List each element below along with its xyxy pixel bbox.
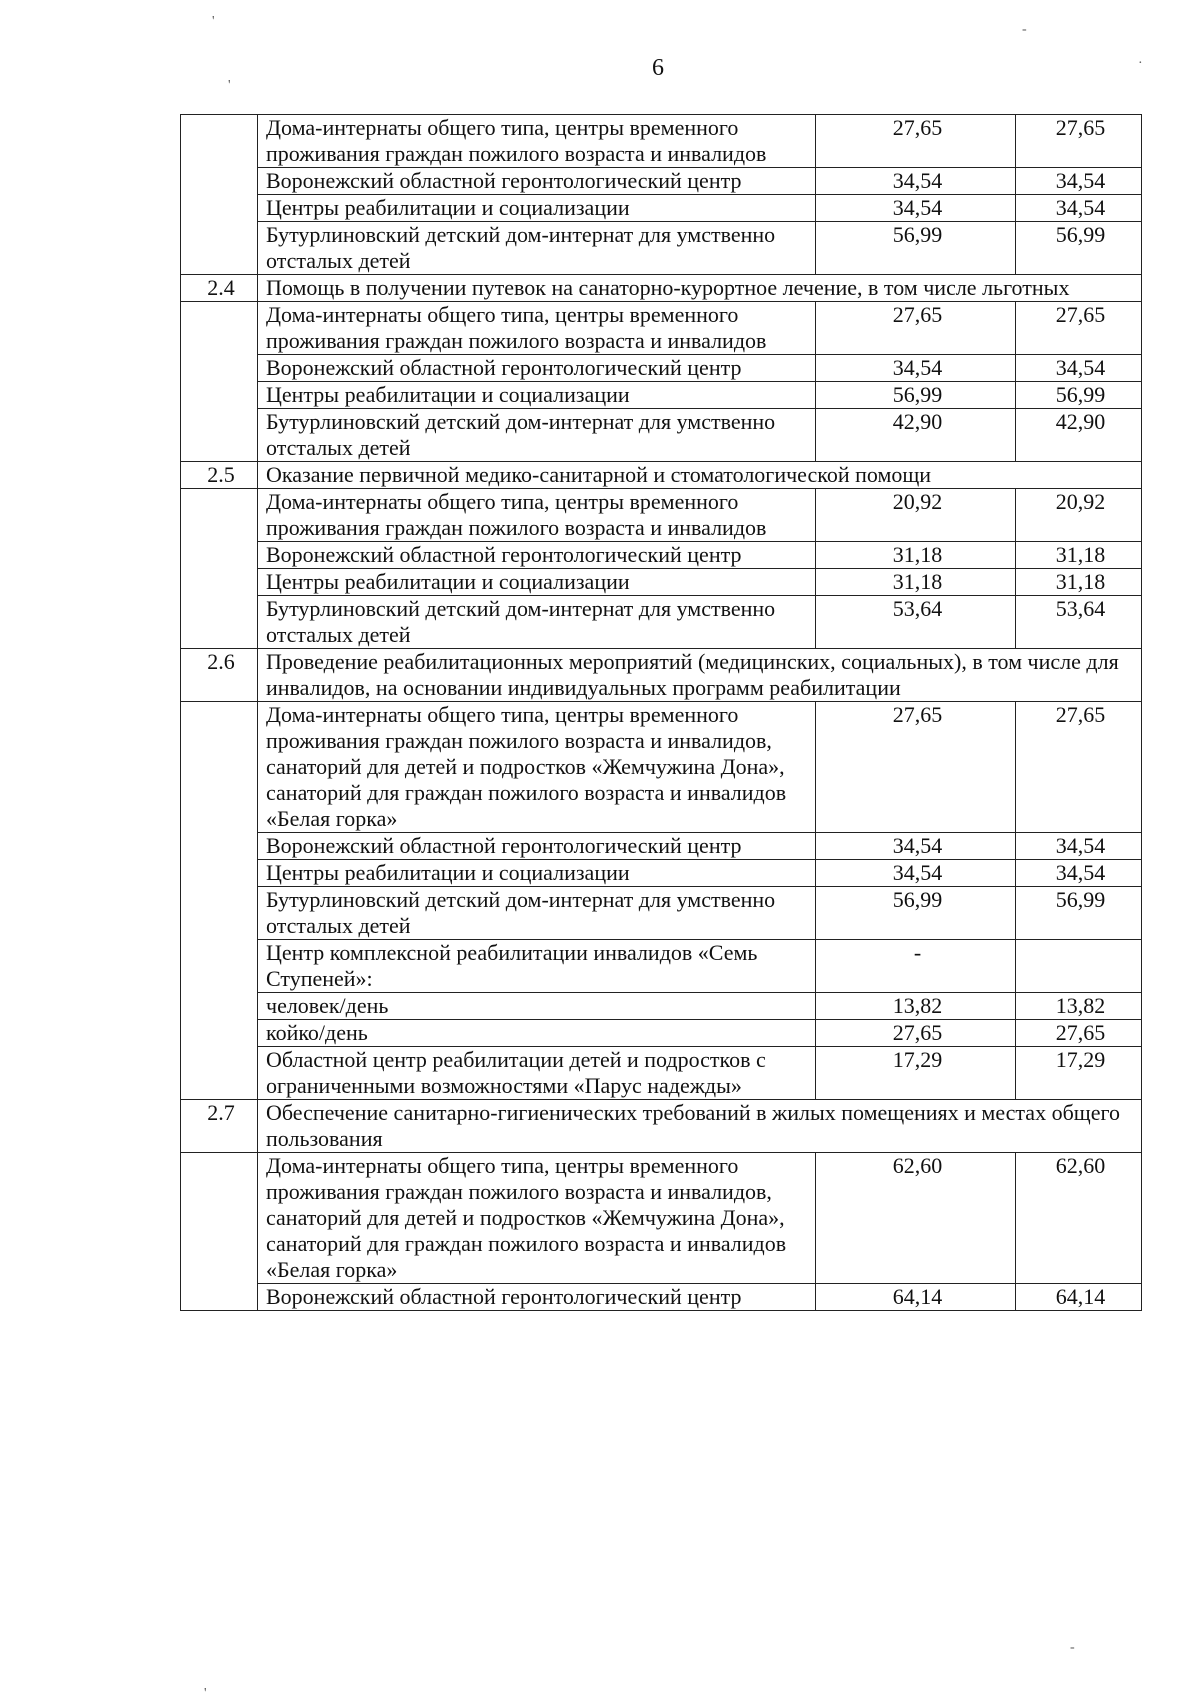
institution-name: Воронежский областной геронтологический центр [258, 1284, 816, 1311]
table-row [181, 702, 1142, 833]
value-cell: 31,18 [1016, 542, 1142, 569]
value-cell: 56,99 [816, 222, 1016, 275]
institution-name: Воронежский областной геронтологический центр [258, 833, 816, 860]
value-cell: 42,90 [816, 409, 1016, 462]
page-number: 6 [652, 55, 664, 81]
value-cell: 34,54 [816, 860, 1016, 887]
value-cell: 27,65 [816, 702, 1016, 833]
section-number: 2.5 [181, 462, 258, 489]
institution-name: Воронежский областной геронтологический центр [258, 168, 816, 195]
value-cell: 13,82 [1016, 993, 1142, 1020]
value-cell: 27,65 [816, 302, 1016, 355]
table-row [181, 382, 1142, 409]
table-row [181, 1047, 1142, 1100]
value-cell: 27,65 [816, 1020, 1016, 1047]
value-cell: 20,92 [1016, 489, 1142, 542]
institution-name: Дома-интернаты общего типа, центры временного проживания граждан пожилого возраста и инвалидов, санаторий для детей и подростков «Жемчужина Дона», санаторий для граждан пожилого возраста и инвалидов «Белая горка» [258, 702, 816, 833]
table-row [181, 168, 1142, 195]
tariff-table [180, 114, 1142, 1311]
value-cell: 20,92 [816, 489, 1016, 542]
section-row [181, 649, 1142, 702]
value-cell: 53,64 [1016, 596, 1142, 649]
number-cell-blank [181, 702, 258, 1100]
institution-name: Дома-интернаты общего типа, центры временного проживания граждан пожилого возраста и инвалидов, санаторий для детей и подростков «Жемчужина Дона», санаторий для граждан пожилого возраста и инвалидов «Белая горка» [258, 1153, 816, 1284]
institution-name: Центры реабилитации и социализации [258, 569, 816, 596]
institution-name: Бутурлиновский детский дом-интернат для умственно отсталых детей [258, 222, 816, 275]
section-number: 2.7 [181, 1100, 258, 1153]
value-cell: 27,65 [816, 115, 1016, 168]
table-row [181, 195, 1142, 222]
table-row [181, 1020, 1142, 1047]
scan-speck: · [1138, 56, 1143, 71]
value-cell: 34,54 [816, 168, 1016, 195]
section-title: Оказание первичной медико-санитарной и стоматологической помощи [258, 462, 1142, 489]
scan-speck: - [1070, 1640, 1075, 1655]
section-row [181, 275, 1142, 302]
institution-name: Центры реабилитации и социализации [258, 382, 816, 409]
value-cell: 27,65 [1016, 702, 1142, 833]
institution-name: Бутурлиновский детский дом-интернат для умственно отсталых детей [258, 409, 816, 462]
table-row [181, 833, 1142, 860]
table-row [181, 489, 1142, 542]
institution-name: человек/день [258, 993, 816, 1020]
number-cell-blank [181, 115, 258, 275]
value-cell: 56,99 [1016, 382, 1142, 409]
value-cell: 31,18 [816, 542, 1016, 569]
section-title: Проведение реабилитационных мероприятий (медицинских, социальных), в том числе для инвалидов, на основании индивидуальных программ реабилитации [258, 649, 1142, 702]
institution-name: Дома-интернаты общего типа, центры временного проживания граждан пожилого возраста и инвалидов [258, 302, 816, 355]
section-row [181, 1100, 1142, 1153]
value-cell: 62,60 [1016, 1153, 1142, 1284]
institution-name: Бутурлиновский детский дом-интернат для умственно отсталых детей [258, 887, 816, 940]
value-cell: 64,14 [816, 1284, 1016, 1311]
value-cell: 64,14 [1016, 1284, 1142, 1311]
institution-name: Воронежский областной геронтологический центр [258, 542, 816, 569]
value-cell: 34,54 [816, 195, 1016, 222]
value-cell: - [816, 940, 1016, 993]
table-row [181, 887, 1142, 940]
table-row [181, 1153, 1142, 1284]
section-row [181, 462, 1142, 489]
table-row [181, 115, 1142, 168]
value-cell: 34,54 [1016, 195, 1142, 222]
value-cell: 31,18 [1016, 569, 1142, 596]
institution-name: Воронежский областной геронтологический центр [258, 355, 816, 382]
institution-name: койко/день [258, 1020, 816, 1047]
table-row [181, 596, 1142, 649]
value-cell: 42,90 [1016, 409, 1142, 462]
table-row [181, 860, 1142, 887]
institution-name: Центр комплексной реабилитации инвалидов «Семь Ступеней»: [258, 940, 816, 993]
value-cell: 31,18 [816, 569, 1016, 596]
table-row [181, 222, 1142, 275]
value-cell: 34,54 [816, 355, 1016, 382]
institution-name: Дома-интернаты общего типа, центры временного проживания граждан пожилого возраста и инвалидов [258, 115, 816, 168]
scan-speck: ' [228, 78, 231, 93]
table-row [181, 569, 1142, 596]
institution-name: Дома-интернаты общего типа, центры временного проживания граждан пожилого возраста и инвалидов [258, 489, 816, 542]
value-cell: 34,54 [1016, 860, 1142, 887]
value-cell: 34,54 [1016, 833, 1142, 860]
table-body [181, 115, 1142, 1311]
table-row [181, 1284, 1142, 1311]
value-cell: 53,64 [816, 596, 1016, 649]
value-cell: 56,99 [816, 382, 1016, 409]
value-cell: 62,60 [816, 1153, 1016, 1284]
institution-name: Центры реабилитации и социализации [258, 195, 816, 222]
value-cell: 17,29 [1016, 1047, 1142, 1100]
section-number: 2.6 [181, 649, 258, 702]
scan-speck: ' [212, 14, 215, 29]
value-cell: 27,65 [1016, 302, 1142, 355]
scan-speck: - [1022, 22, 1027, 37]
section-number: 2.4 [181, 275, 258, 302]
institution-name: Центры реабилитации и социализации [258, 860, 816, 887]
number-cell-blank [181, 1153, 258, 1311]
institution-name: Областной центр реабилитации детей и подростков с ограниченными возможностями «Парус надежды» [258, 1047, 816, 1100]
institution-name: Бутурлиновский детский дом-интернат для умственно отсталых детей [258, 596, 816, 649]
table-row [181, 302, 1142, 355]
table-row [181, 993, 1142, 1020]
value-cell: 56,99 [1016, 887, 1142, 940]
value-cell: 27,65 [1016, 115, 1142, 168]
section-title: Обеспечение санитарно-гигиенических требований в жилых помещениях и местах общего пользования [258, 1100, 1142, 1153]
scan-speck: ' [204, 1686, 207, 1701]
value-cell: 56,99 [816, 887, 1016, 940]
table-row [181, 940, 1142, 993]
value-cell: 17,29 [816, 1047, 1016, 1100]
number-cell-blank [181, 489, 258, 649]
number-cell-blank [181, 302, 258, 462]
value-cell: 34,54 [816, 833, 1016, 860]
value-cell: 56,99 [1016, 222, 1142, 275]
value-cell: 13,82 [816, 993, 1016, 1020]
value-cell: 27,65 [1016, 1020, 1142, 1047]
table-row [181, 409, 1142, 462]
section-title: Помощь в получении путевок на санаторно-курортное лечение, в том числе льготных [258, 275, 1142, 302]
table-row [181, 355, 1142, 382]
value-cell: 34,54 [1016, 168, 1142, 195]
value-cell [1016, 940, 1142, 993]
value-cell: 34,54 [1016, 355, 1142, 382]
table-row [181, 542, 1142, 569]
